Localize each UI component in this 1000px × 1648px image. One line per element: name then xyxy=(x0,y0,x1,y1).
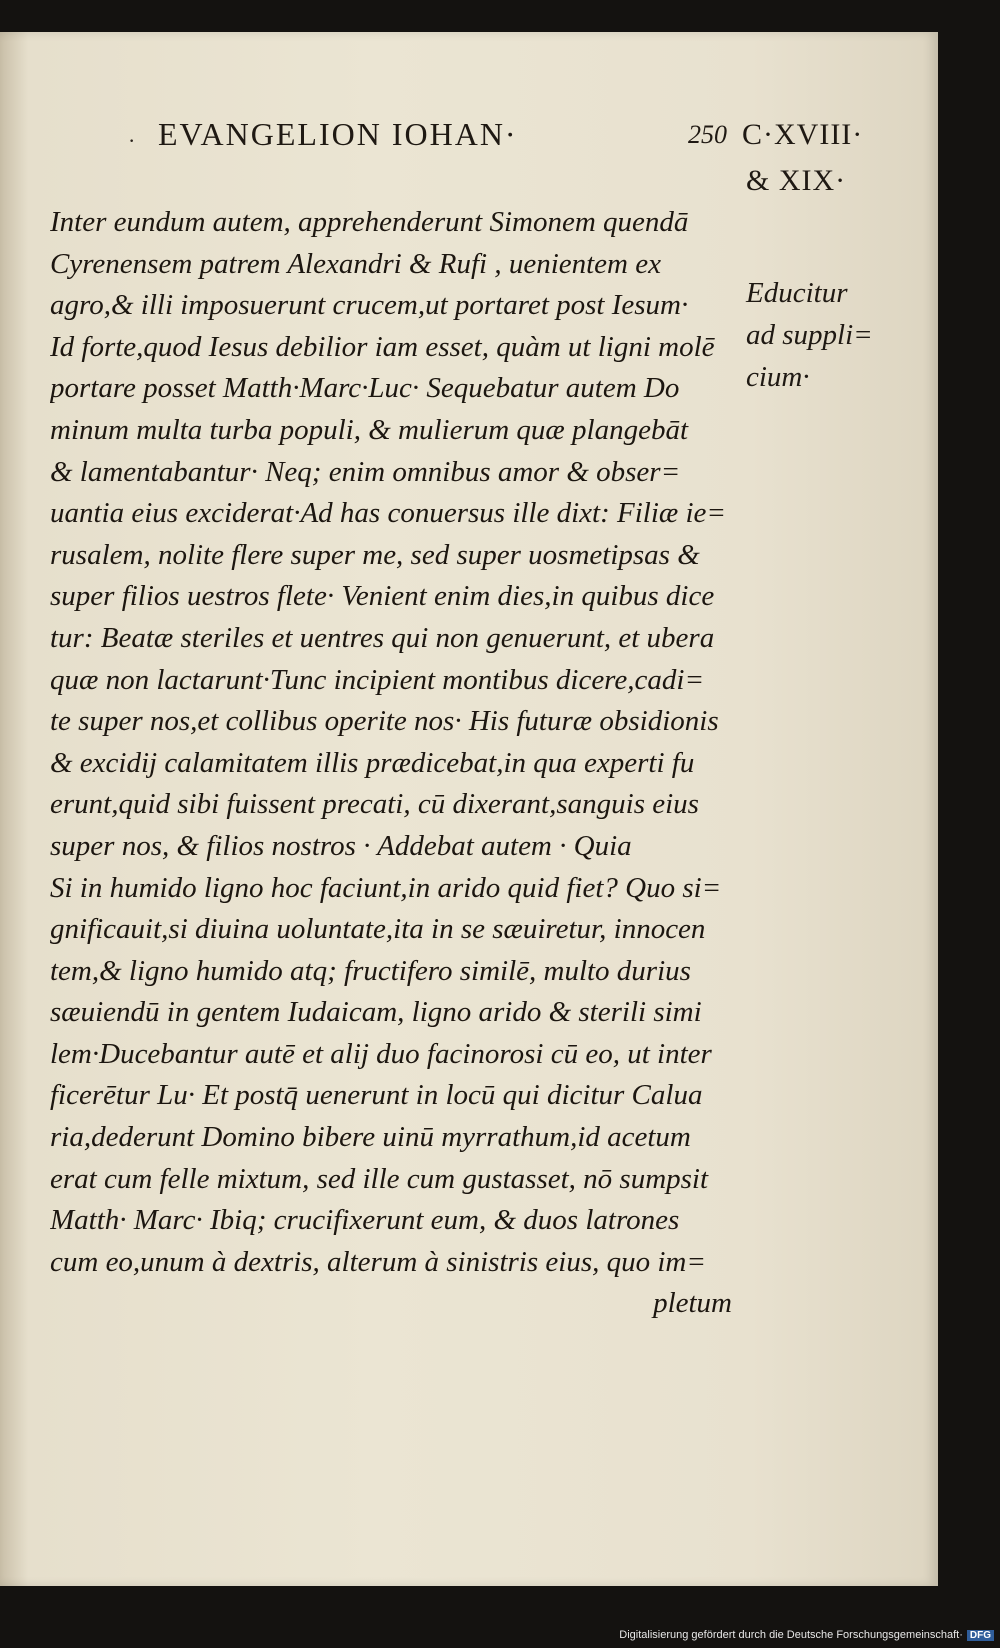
text-line: Inter eundum autem, apprehenderunt Simonem quendā xyxy=(50,206,689,238)
credit-text: Digitalisierung gefördert durch die Deutsche Forschungsgemeinschaft· xyxy=(619,1629,963,1641)
text-line: & excidij calamitatem illis prædicebat,in qua experti fu xyxy=(50,746,695,779)
text-line: uantia eius exciderat·Ad has conuersus ille dixt: Filiæ ie= xyxy=(50,497,726,530)
margin-note-line: Educitur xyxy=(746,277,848,309)
text-line: te super nos,et collibus operite nos· His futuræ obsidionis xyxy=(50,705,719,738)
text-line: minum multa turba populi, & mulierum quæ plangebāt xyxy=(50,413,688,446)
text-line: ria,dederunt Domino bibere uinū myrrathum,id acetum xyxy=(50,1121,691,1154)
dfg-logo: DFG xyxy=(967,1630,994,1641)
text-line: tur: Beatæ steriles et uentres qui non genuerunt, et ubera xyxy=(50,621,715,654)
chapter-reference-line2: & XIX· xyxy=(746,164,847,197)
page-header xyxy=(0,114,938,164)
running-title: EVANGELION IOHAN· xyxy=(158,116,518,152)
digitization-credit xyxy=(619,1629,994,1641)
text-line: gnificauit,si diuina uoluntate,ita in se sæuiretur, innocen xyxy=(50,913,706,946)
header-ornament-dot: · xyxy=(128,128,136,153)
text-line: erat cum felle mixtum, sed ille cum gustasset, nō sumpsit xyxy=(50,1162,709,1195)
book-page xyxy=(0,32,938,1586)
body-text xyxy=(50,202,740,1325)
text-line: rusalem, nolite flere super me, sed super uosmetipsas & xyxy=(50,538,700,571)
text-line: super nos, & filios nostros · Addebat autem · Quia xyxy=(50,829,632,862)
text-line: portare posset Matth·Marc·Luc· Sequebatur autem Do xyxy=(50,372,680,405)
text-line: Si in humido ligno hoc faciunt,in arido quid fiet? Quo si= xyxy=(50,871,722,904)
margin-note-line: ad suppli= xyxy=(746,319,873,351)
text-line: quæ non lactarunt·Tunc incipient montibus dicere,cadi= xyxy=(50,663,705,696)
margin-note-line: cium· xyxy=(746,361,810,393)
text-line: Id forte,quod Iesus debilior iam esset, quàm ut ligni molē xyxy=(50,330,715,363)
chapter-reference-line1: C·XVIII· xyxy=(742,118,864,151)
text-line: ficerētur Lu· Et postq̄ uenerunt in locū qui dicitur Calua xyxy=(50,1079,703,1112)
text-line: erunt,quid sibi fuissent precati, cū dixerant,sanguis eius xyxy=(50,788,699,821)
margin-note xyxy=(746,272,896,398)
text-line: agro,& illi imposuerunt crucem,ut portaret post Iesum· xyxy=(50,289,689,322)
text-line: Matth· Marc· Ibiq; crucifixerunt eum, & duos latrones xyxy=(50,1204,680,1237)
text-line: sæuiendū in gentem Iudaicam, ligno arido & sterili simi xyxy=(50,996,702,1029)
text-line: Cyrenensem patrem Alexandri & Rufi , uenientem ex xyxy=(50,247,661,280)
text-line: lem·Ducebantur autē et alij duo facinorosi cū eo, ut inter xyxy=(50,1037,712,1070)
folio-number: 250 xyxy=(688,120,727,149)
text-line: & lamentabantur· Neq; enim omnibus amor & obser= xyxy=(50,455,681,488)
text-line: cum eo,unum à dextris, alterum à sinistris eius, quo im= xyxy=(50,1245,706,1278)
text-line: super filios uestros flete· Venient enim dies,in quibus dice xyxy=(50,580,715,613)
text-line: tem,& ligno humido atq; fructifero similē, multo durius xyxy=(50,954,691,987)
catchword: pletum xyxy=(653,1287,732,1320)
